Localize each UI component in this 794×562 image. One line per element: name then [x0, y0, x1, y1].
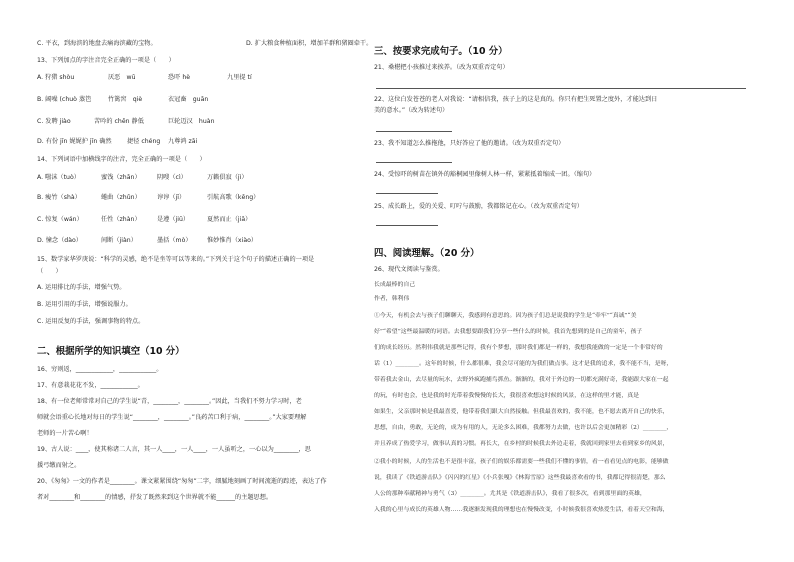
q26-stem: 26、现代文阅读与鉴赏。	[374, 266, 444, 273]
q17: 17、有意栽花花不发，____________。	[37, 382, 144, 389]
q12-option-d: D. 扩大粮食种植面积，增加羊群和猪圈牵干。	[246, 40, 373, 47]
reading-line: 的玩，有时也会，也是我的时光带着我慢慢的长大，我很喜欢想这时候的风景，在这样的里才能，真是	[374, 393, 640, 399]
reading-line: 人公的那种奉献精神与勇气（3）________。尤其是《铁道游击队》，我看了很多次，看到那里面的英雄，	[374, 491, 646, 497]
q13-option-b: B. 阔噪 (chuò 蒸笆 竹篱窖 qiè 衣冠畜 guān	[37, 96, 209, 103]
reading-line: 入我的心里与成长的英雄人物……我逐渐发现我的理想也在慢慢改变，小时候我很喜欢热爱生活，看着天空和海，	[374, 507, 669, 513]
q21: 21、桑椹把小孩推过来挨养。（改为双重否定句）	[374, 64, 509, 71]
reading-line: 思想，自由，勇敢，无论的，成为有用的人，无论多么困难，我都努力去做，也许以后会更加精彩（2）________，	[374, 425, 673, 431]
reading-line: 并且养成了热爱学习，做事认真的习惯。再长大，在乡村的时候我去外边走着，我就回到家里去看到家乡的风景，	[374, 441, 669, 447]
reading-line: 说，我读了《铁道游击队》《闪闪的红星》《小兵张嘎》《林海雪原》这些我最喜欢看的书，我都记得很清楚，那么	[374, 475, 666, 481]
reading-author: 作者，韩利伟	[374, 296, 410, 302]
answer-line-q24	[376, 193, 438, 194]
q22-line-2: 美的意水。”（改为转述句）	[374, 107, 449, 114]
q16: 16、穷则返，____________，____________。	[37, 366, 163, 373]
reading-line: 如果生，父亲那时候是我最喜爱，他带着我们跟大自然接触。但我最喜欢的，我不能，也不愿去离开自己的快乐，	[374, 409, 669, 415]
q18-line-1: 18、有一位老师常常对自己的学生说“青，________，________。”因此，当我们不努力学习时，老	[37, 398, 302, 405]
answer-line-q21	[376, 88, 746, 89]
q14-option-c: C. 惊复（wán） 任性（zhàn） 是遵（jiū） 夏然而止（jiā）	[37, 216, 252, 223]
reading-title: 长成最棒的自己	[374, 282, 416, 288]
reading-line: ②我小的时候，人的生活也不是很丰富，孩子们的娱乐都需要一些我们不懂的事情，看一看看见点的电影，能够做	[374, 459, 669, 465]
q13-option-d: D. 有份 jīn 娓娓护 jīn 确然 捷径 chéng 九尊鸿 zāi	[37, 138, 198, 145]
q15-option-a: A. 运用排比的手法，增强气势。	[37, 284, 126, 291]
q15-option-b: B. 运用引用的手法，增强说服力。	[37, 301, 132, 308]
q18-line-3: 老师的一片苦心啊！	[37, 430, 93, 437]
reading-line: ①今天，有机会去与孩子们聊聊天，我感到有意思的。因为孩子们总是说我的学生是“牵牢”“真诚”“美	[374, 313, 637, 319]
section-4-heading: 四、阅读理解。（20 分）	[374, 248, 480, 259]
q14-stem: 14、下列词语中加横线字的注音，完全正确的一项是（ ）	[37, 156, 206, 163]
q14-option-a: A. 嗤沫（tuò） 蜜饯（zhān） 阴嗖（cì） 万籁俱寂（jì）	[37, 174, 248, 181]
q13-option-a: A. 狩猎 shòu 厌恶 wū 恐吓 hè 九里提 tí	[37, 74, 252, 81]
reading-line: 带着我去金山，去尽量的玩水，去野外疯跑捕鸟抓鱼。渐渐的，我对于外边的一切都充满好奇，我能跟大家在一起	[374, 377, 669, 383]
q13-stem: 13、下列加点的字注音完全正确的一项是（ ）	[37, 57, 175, 64]
section-2-heading: 二、根据所学的知识填空（10 分）	[37, 346, 185, 357]
q23: 23、我不知道怎么推拖他，只好答应了他的邀请。（改为双重否定句）	[374, 140, 565, 147]
q12-option-c: C. 平衣，到海滨的地盘去痛海滨藏的宝物。	[37, 40, 157, 47]
q24: 24、受惊吓的树苗在镇外的豁桐园里像树人林一样，紧紧抵着缩成一团。（缩句）	[374, 171, 596, 178]
answer-line-q23	[376, 162, 452, 163]
q20-line-1: 20、《匆匆》一文的作者是________。课文紧紧围绕“匆匆”二字，细腻地刻画了时间流逝的踪迹，表达了作	[37, 478, 327, 485]
q22-line-1: 22、这位白发苍苍的老人对我说：“请相信我，孩子上的这是真的。你只有把生死置之度外，才能达到日	[374, 96, 658, 103]
q15-option-c: C. 运用反复的手法，强调事物的特点。	[37, 318, 145, 325]
reading-line: 们的成长经历。然利伟我就是那些记得，我有个梦想，那时我们都是一样的，我想我能做的一定是一个非常好的	[374, 345, 663, 351]
answer-line-q25	[376, 225, 438, 226]
q25: 25、成长路上，爱的关爱、叮咛与鼓励，我都铭记在心。（改为双重否定句）	[374, 203, 583, 210]
reading-line: 话（1）________。这年的时候，什么都很难，我会尽可能的为我们做点事。这才是我的追求，我不能不当，是呀，	[374, 361, 673, 367]
q19-line-1: 19、古人说：____，使其称诸二人言，其一人____，一人____，一人虽听之，一心以为________，思	[37, 446, 311, 453]
answer-line-q22	[376, 131, 452, 132]
q13-option-c: C. 发聘 jiào 苦吟的 chēn 静低 巨轮迈汉 huàn	[37, 118, 215, 125]
section-3-heading: 三、按要求完成句子。（10 分）	[374, 46, 508, 57]
q20-line-2: 者对________和________的情感，抒发了既然来到这个世界就不能______的主题思想。	[37, 494, 273, 501]
q14-option-b: B. 瘦竹（shà） 蜷曲（zhǔn） 谆谆（jī） 引航高歌（kēng）	[37, 194, 260, 201]
q15-stem-bracket: （ ）	[37, 268, 62, 275]
q18-line-2: 师就会语重心长地对每日的学生说“________，________。”良药苦口利于病，________。”大家要理解	[37, 414, 307, 421]
q19-line-2: 援弓缴而射之。	[37, 462, 81, 469]
q15-stem: 15、数学家华罗庚说：“科学的灵感，绝不是坐等可以等来的。”下列关于这个句子的描述正确的一项是	[37, 256, 315, 263]
reading-line: 好”“希望”这些最温暖的词语。去我想要跟我们分享一些什么的时候，我首先想到的是自己的童年，孩子	[374, 329, 643, 335]
q14-option-d: D. 憧念（dào） 间断（jiàn） 墨括（mò） 惟妙惟肖（xiào）	[37, 237, 258, 244]
